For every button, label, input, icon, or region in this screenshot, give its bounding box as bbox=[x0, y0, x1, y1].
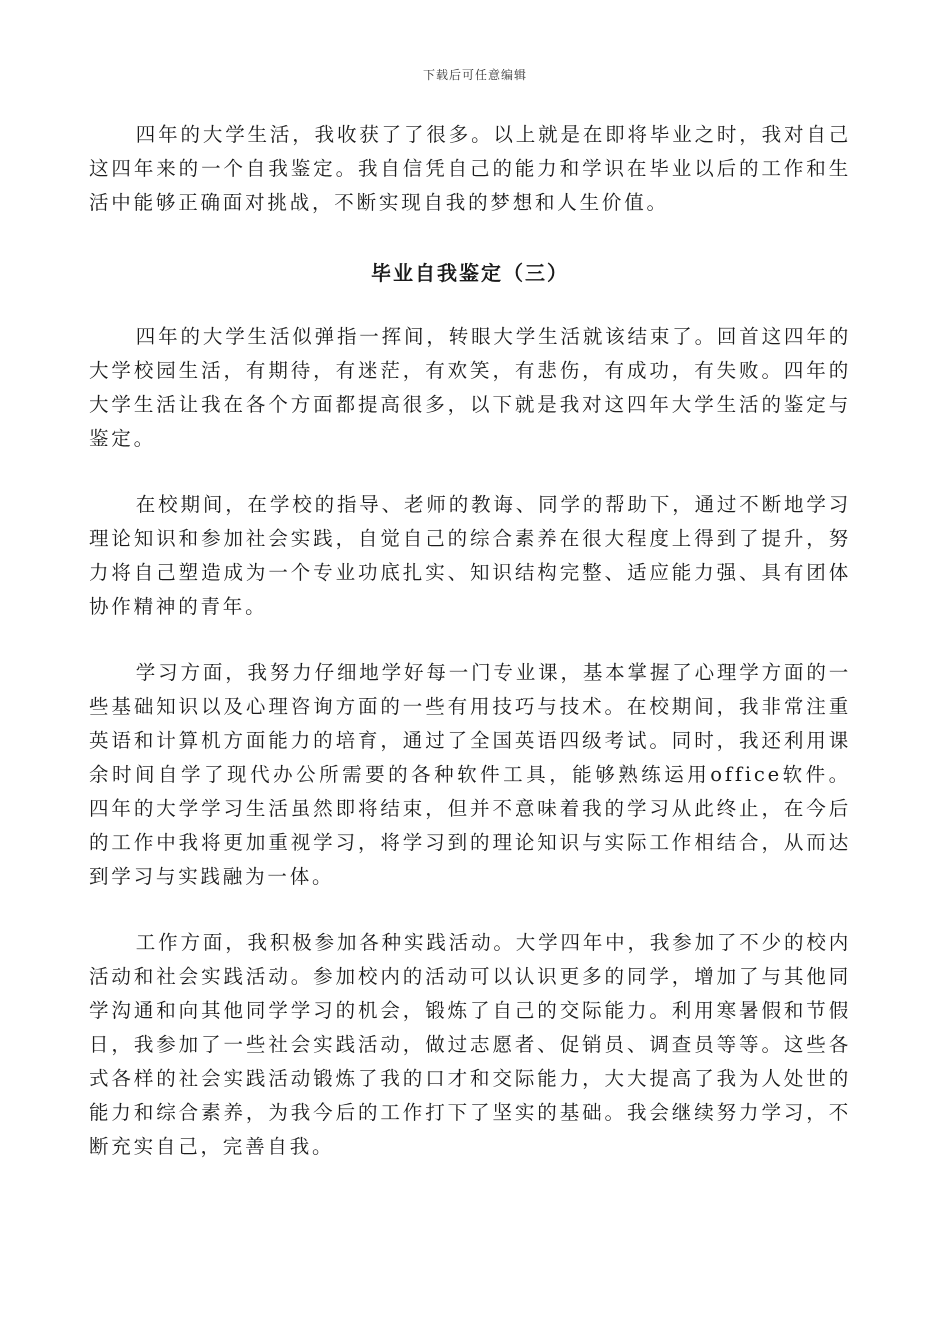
section-paragraph-3: 学习方面，我努力仔细地学好每一门专业课，基本掌握了心理学方面的一些基础知识以及心理咨询方面的一些有用技巧与技术。在校期间，我非常注重英语和计算机方面能力的培育，通过了全国英语四级考试。同时，我还利用课余时间自学了现代办公所需要的各种软件工具，能够熟练运用office软件。四年的大学学习生活虽然即将结束，但并不意味着我的学习从此终止，在今后的工作中我将更加重视学习，将学习到的理论知识与实际工作相结合，从而达到学习与实践融为一体。 bbox=[89, 661, 851, 888]
intro-paragraph: 四年的大学生活，我收获了了很多。以上就是在即将毕业之时，我对自己这四年来的一个自我鉴定。我自信凭自己的能力和学识在毕业以后的工作和生活中能够正确面对挑战，不断实现自我的梦想和人生价值。 bbox=[89, 123, 851, 214]
section-paragraph-2: 在校期间，在学校的指导、老师的教诲、同学的帮助下，通过不断地学习理论知识和参加社会实践，自觉自己的综合素养在很大程度上得到了提升，努力将自己塑造成为一个专业功底扎实、知识结构完整、适应能力强、具有团体协作精神的青年。 bbox=[89, 493, 851, 618]
page-header-note: 下载后可任意编辑 bbox=[422, 68, 527, 82]
section-paragraph-4: 工作方面，我积极参加各种实践活动。大学四年中，我参加了不少的校内活动和社会实践活动。参加校内的活动可以认识更多的同学，增加了与其他同学沟通和向其他同学学习的机会，锻炼了自己的交际能力。利用寒暑假和节假日，我参加了一些社会实践活动，做过志愿者、促销员、调查员等等。这些各式各样的社会实践活动锻炼了我的口才和交际能力，大大提高了我为人处世的能力和综合素养，为我今后的工作打下了坚实的基础。我会继续努力学习，不断充实自己，完善自我。 bbox=[89, 931, 851, 1158]
section-paragraph-1: 四年的大学生活似弹指一挥间，转眼大学生活就该结束了。回首这四年的大学校园生活，有期待，有迷茫，有欢笑，有悲伤，有成功，有失败。四年的大学生活让我在各个方面都提高很多，以下就是我对这四年大学生活的鉴定与鉴定。 bbox=[89, 325, 851, 450]
section-title: 毕业自我鉴定（三） bbox=[371, 261, 569, 285]
document-body bbox=[89, 118, 851, 1164]
